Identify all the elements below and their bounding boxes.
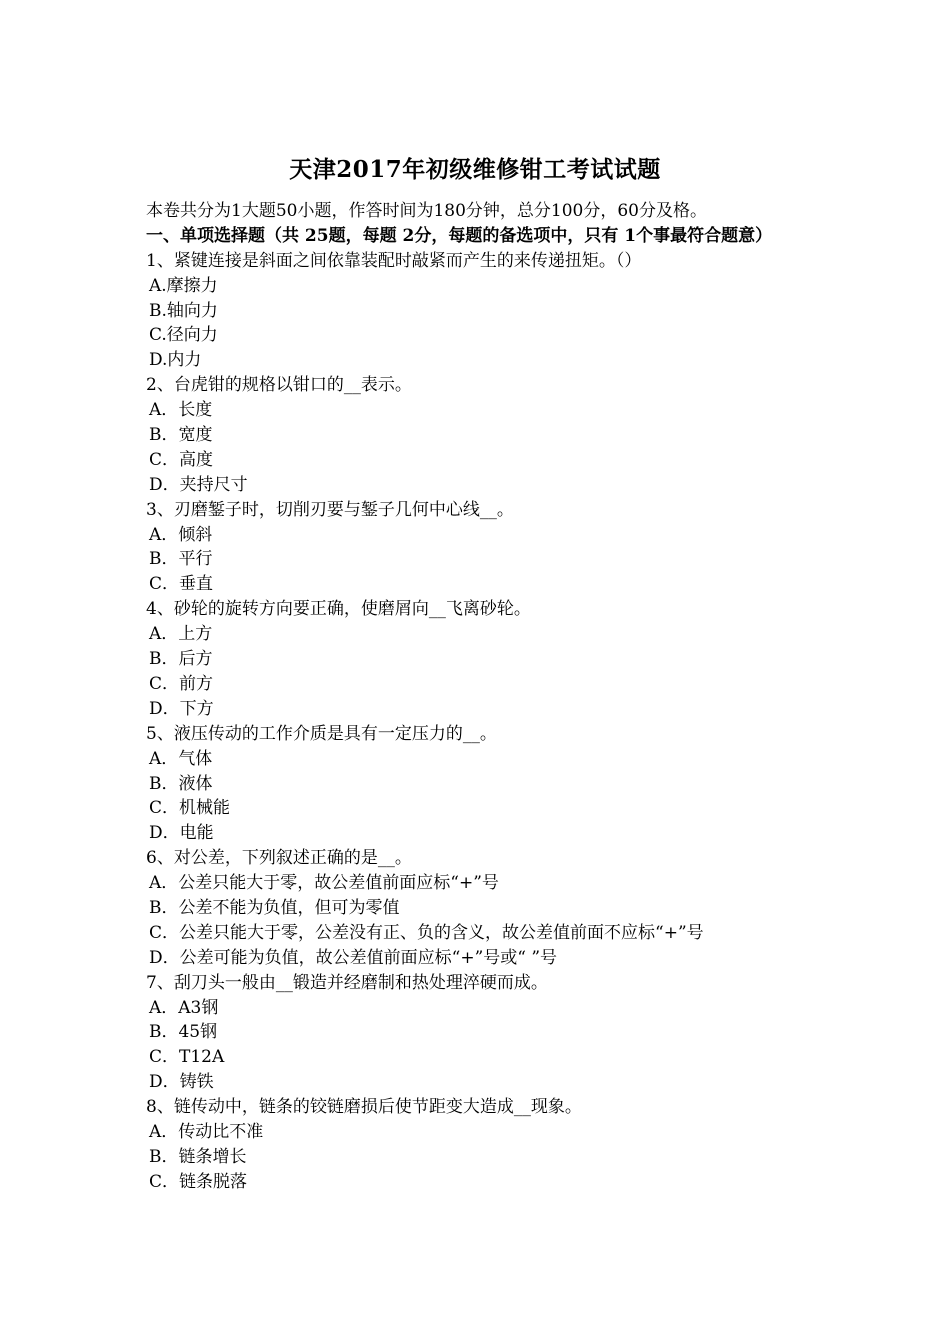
answer-option: C．链条脱落	[149, 1171, 248, 1192]
question-list	[146, 249, 810, 1195]
answer-option: B．后方	[149, 649, 213, 670]
answer-option: C．垂直	[149, 574, 214, 595]
answer-option: C．机械能	[149, 798, 231, 819]
question-stem: 8、链传动中，链条的铰链磨损后使节距变大造成__现象。	[146, 1097, 582, 1118]
answer-option: A.摩擦力	[149, 275, 218, 296]
answer-option: C.径向力	[149, 325, 218, 346]
question-stem: 4、砂轮的旋转方向要正确，使磨屑向__飞离砂轮。	[146, 599, 531, 620]
answer-option: D．电能	[149, 823, 214, 844]
answer-option: A．上方	[149, 624, 213, 645]
answer-option: B．公差不能为负值，但可为零值	[149, 897, 400, 918]
answer-option: B．宽度	[149, 425, 213, 446]
question-stem: 3、刃磨錾子时，切削刃要与錾子几何中心线__。	[146, 499, 514, 520]
answer-option: B.轴向力	[149, 300, 218, 321]
question-block	[146, 373, 810, 497]
document-title: 天津2017年初级维修钳工考试试题	[289, 156, 661, 183]
answer-option: C．T12A	[149, 1047, 225, 1068]
question-block	[146, 971, 810, 1095]
question-block	[146, 249, 810, 373]
answer-option: D．铸铁	[149, 1072, 214, 1093]
question-stem: 1、紧键连接是斜面之间依靠装配时敲紧而产生的来传递扭矩。（）	[146, 250, 642, 271]
answer-option: A．公差只能大于零，故公差值前面应标“+”号	[149, 873, 499, 894]
answer-option: B．链条增长	[149, 1146, 247, 1167]
question-block	[146, 498, 810, 598]
exam-intro: 本卷共分为1大题50小题，作答时间为180分钟，总分100分，60分及格。	[146, 201, 707, 221]
answer-option: A．气体	[149, 748, 213, 769]
answer-option: C．高度	[149, 449, 214, 470]
answer-option: D．公差可能为负值，故公差值前面应标“+”号或“ ”号	[149, 947, 558, 968]
section-heading: 一、单项选择题（共 25题，每题 2分，每题的备选项中，只有 1个事最符合题意）	[146, 225, 773, 246]
question-stem: 6、对公差，下列叙述正确的是__。	[146, 848, 412, 869]
document-body	[146, 199, 810, 1195]
answer-option: C．前方	[149, 673, 214, 694]
question-block	[146, 722, 810, 846]
question-block	[146, 597, 810, 721]
answer-option: D．下方	[149, 698, 214, 719]
question-stem: 5、液压传动的工作介质是具有一定压力的__。	[146, 723, 497, 744]
answer-option: A．传动比不准	[149, 1121, 264, 1142]
question-block	[146, 1095, 810, 1195]
answer-option: A．倾斜	[149, 524, 213, 545]
question-stem: 7、刮刀头一般由__锻造并经磨制和热处理淬硬而成。	[146, 972, 548, 993]
answer-option: C．公差只能大于零，公差没有正、负的含义，故公差值前面不应标“+”号	[149, 922, 704, 943]
answer-option: A．A3钢	[149, 997, 219, 1018]
question-block	[146, 846, 810, 970]
question-stem: 2、台虎钳的规格以钳口的__表示。	[146, 375, 412, 396]
answer-option: B．液体	[149, 773, 213, 794]
answer-option: D．夹持尺寸	[149, 474, 248, 495]
answer-option: B．平行	[149, 549, 213, 570]
answer-option: A．长度	[149, 400, 213, 421]
answer-option: D.内力	[149, 350, 202, 371]
answer-option: B．45钢	[149, 1022, 218, 1043]
